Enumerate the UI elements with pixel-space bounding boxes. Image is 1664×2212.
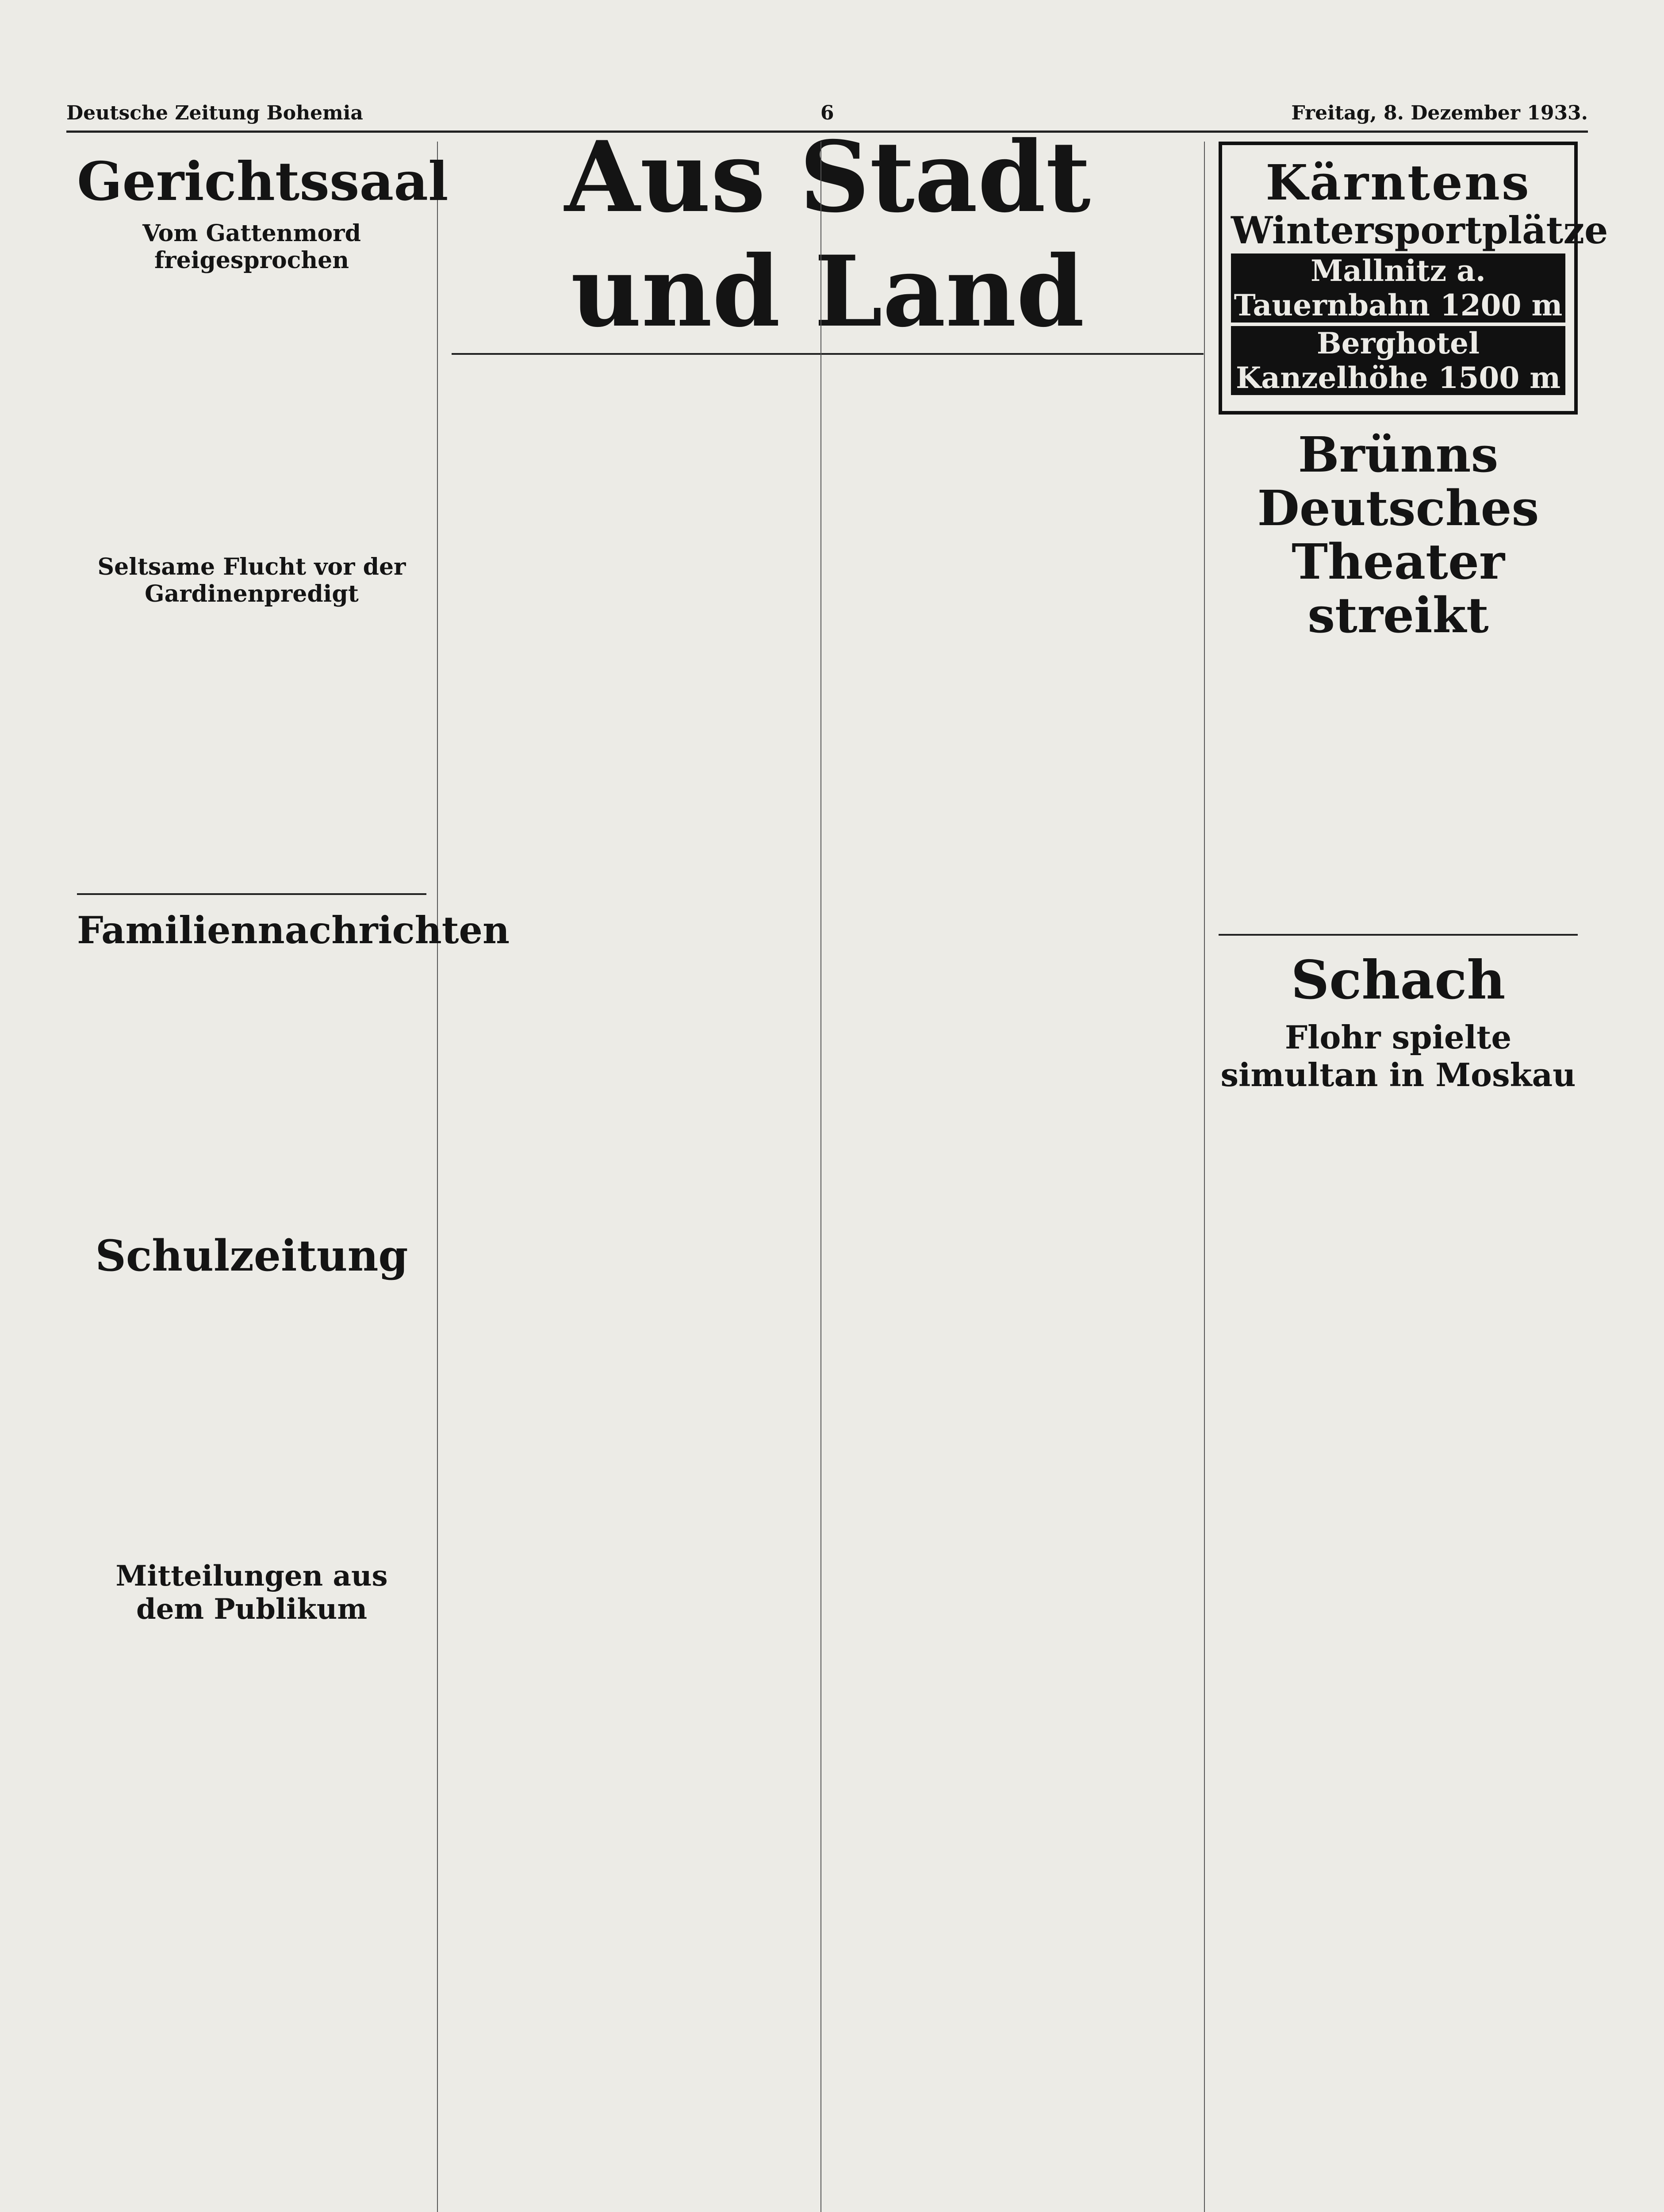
article-title: Seltsame Flucht vor der Gardinenpredigt — [97, 553, 406, 607]
article-body — [77, 281, 426, 546]
section-body — [77, 956, 426, 1222]
divider — [1219, 934, 1578, 936]
section-heading: Mitteilungen aus dem Publikum — [115, 1559, 388, 1626]
advertisement — [1219, 142, 1608, 415]
section-heading: Familiennachrichten — [77, 908, 510, 952]
ad-subtitle: Wintersportplätze — [1231, 208, 1608, 252]
section-heading: Schach — [1291, 949, 1506, 1012]
ad-line: Mallnitz a. Tauernbahn 1200 m — [1231, 253, 1565, 323]
column-2 — [441, 142, 821, 2212]
column-body — [452, 288, 810, 553]
divider — [77, 893, 426, 895]
banner-headline: Aus Stadt und Land — [452, 119, 1204, 355]
section-body — [77, 1285, 426, 1551]
section-body — [77, 1630, 426, 1896]
paper-name: Deutsche Zeitung Bohemia — [66, 102, 363, 124]
article-title: Vom Gattenmord freigesprochen — [142, 220, 361, 274]
column-grid — [66, 142, 1608, 2212]
article-headline: Brünns Deutsches Theater streikt — [1257, 426, 1539, 644]
column-3 — [824, 142, 1205, 2212]
article-title: Flohr spielte simultan in Moskau — [1220, 1018, 1576, 1094]
column-4 — [1208, 142, 1608, 2212]
article-body — [77, 614, 426, 880]
ad-line: Berghotel Kanzelhöhe 1500 m — [1231, 326, 1565, 395]
ad-title: Kärntens — [1265, 154, 1531, 211]
column-body — [835, 288, 1193, 553]
issue-date: Freitag, 8. Dezember 1933. — [1291, 102, 1588, 124]
section-heading: Schulzeitung — [95, 1231, 408, 1281]
article-body — [1219, 655, 1578, 921]
article-body — [1219, 1101, 1578, 1366]
newspaper-page — [66, 102, 1608, 2212]
section-heading: Gerichtssaal — [77, 150, 449, 213]
page-number: 6 — [820, 102, 834, 124]
column-1 — [66, 142, 510, 2212]
